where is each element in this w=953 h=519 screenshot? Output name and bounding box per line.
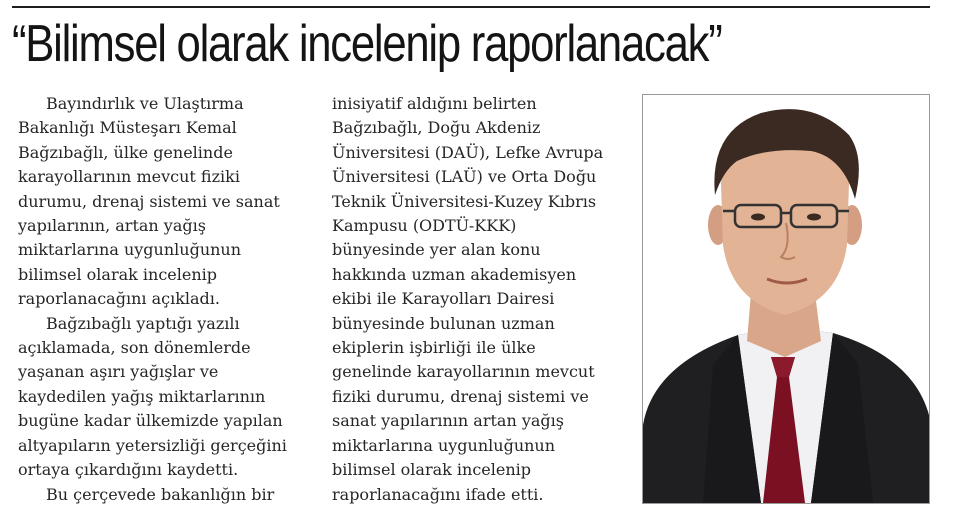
text-line: raporlanacağını ifade etti. (332, 484, 544, 504)
text-line: Üniversitesi (DAÜ), Lefke Avrupa (332, 142, 604, 162)
text-line: bünyesinde bulunan uzman (332, 313, 555, 333)
text-line: genelinde karayollarının mevcut (332, 362, 595, 382)
text-line: ortaya çıkardığını kaydetti. (18, 460, 239, 480)
text-line: Kampusu (ODTÜ-KKK) (332, 216, 517, 236)
text-line: miktarlarına uygunluğunun (18, 240, 242, 260)
text-line: hakkında uzman akademisyen (332, 264, 577, 284)
text-line: Bağzıbağlı yaptığı yazılı (46, 313, 240, 333)
text-line: inisiyatif aldığını belirten (332, 94, 537, 113)
text-line: karayollarının mevcut fiziki (18, 167, 240, 187)
text-line: Bu çerçevede bakanlığın bir (46, 484, 275, 504)
top-rule (12, 6, 930, 8)
text-line: Üniversitesi (LAÜ) ve Orta Doğu (332, 167, 597, 187)
text-line: Bayındırlık ve Ulaştırma (46, 94, 244, 113)
text-line: sanat yapılarının artan yağış (332, 411, 564, 431)
text-line: Bağzıbağlı, ülke genelinde (18, 142, 233, 162)
text-line: Teknik Üniversitesi-Kuzey Kıbrıs (332, 191, 597, 211)
text-line: kaydedilen yağış miktarlarının (18, 386, 266, 406)
text-line: bünyesinde yer alan konu (332, 240, 541, 260)
text-line: durumu, drenaj sistemi ve sanat (18, 191, 280, 211)
text-line: açıklamada, son dönemlerde (18, 338, 251, 358)
text-line: altyapıların yetersizliği gerçeğini (18, 435, 287, 455)
text-line: yapılarının, artan yağış (18, 216, 206, 236)
portrait-photo (642, 94, 930, 504)
text-line: ekibi ile Karayolları Dairesi (332, 289, 555, 309)
text-line: bilimsel olarak incelenip (18, 264, 218, 284)
article-column-2 (332, 92, 632, 507)
text-line: Bakanlığı Müsteşarı Kemal (18, 118, 237, 138)
text-line: bilimsel olarak incelenip (332, 460, 532, 480)
text-line: ekiplerin işbirliği ile ülke (332, 338, 536, 358)
text-line: miktarlarına uygunluğunun (332, 435, 556, 455)
text-line: fiziki durumu, drenaj sistemi ve (332, 386, 589, 406)
text-line: bugüne kadar ülkemizde yapılan (18, 411, 283, 431)
text-line: yaşanan aşırı yağışlar ve (18, 362, 219, 382)
portrait-illustration (643, 95, 929, 503)
headline: “Bilimsel olarak incelenip raporlanacak” (12, 15, 722, 73)
text-line: raporlanacağını açıkladı. (18, 289, 220, 309)
article-column-1 (18, 92, 303, 507)
text-line: Bağzıbağlı, Doğu Akdeniz (332, 118, 541, 138)
